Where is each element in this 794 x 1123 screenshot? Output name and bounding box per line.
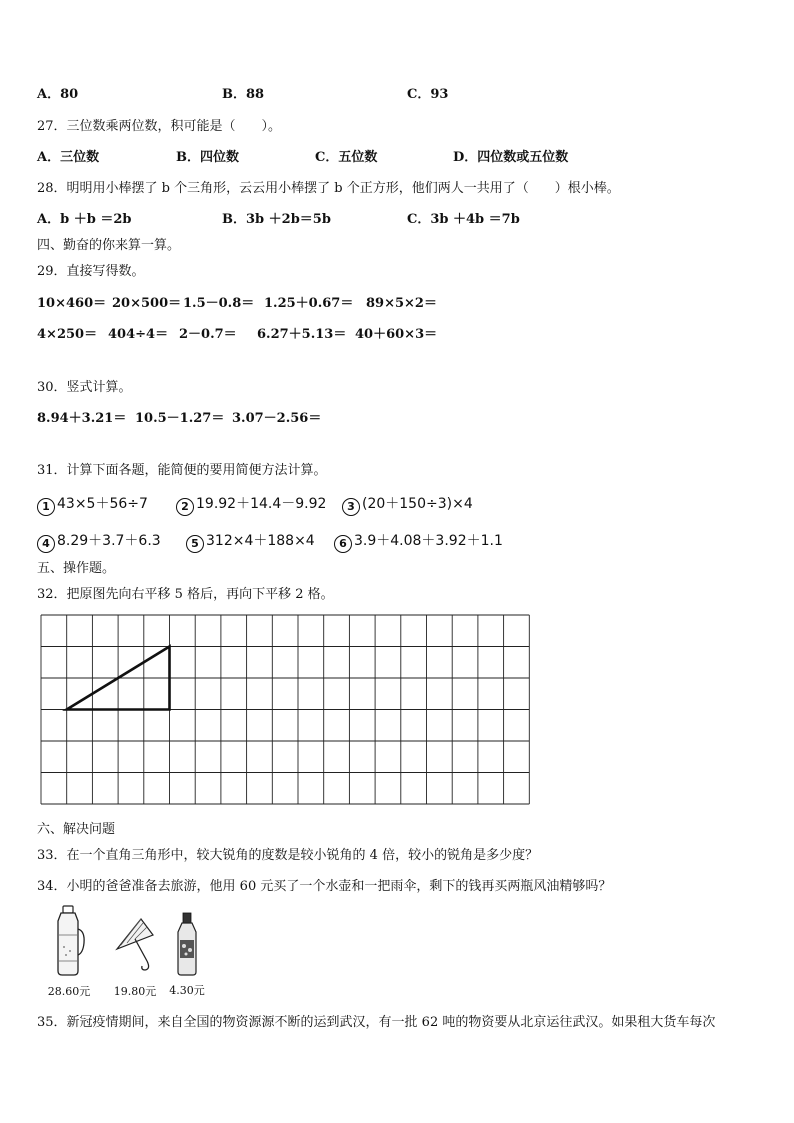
- q29-expr: 6.27＋5.13＝: [257, 327, 347, 342]
- q32-stem: 32．把原图先向右平移 5 格后，再向下平移 2 格。: [37, 587, 334, 602]
- q27-option-c: C．五位数: [315, 150, 378, 165]
- q31-item-expr: (20＋150÷3)×4: [362, 496, 473, 512]
- q30-stem: 30．竖式计算。: [37, 380, 132, 395]
- q31-item: [176, 493, 326, 516]
- q30-expr: 3.07－2.56＝: [232, 411, 322, 426]
- q31-item-expr: 8.29＋3.7＋6.3: [57, 533, 161, 549]
- q31-item-expr: 3.9＋4.08＋3.92＋1.1: [354, 533, 503, 549]
- q28-option-c: C．3b ＋4b ＝7b: [407, 212, 520, 227]
- q29-stem: 29．直接写得数。: [37, 264, 145, 279]
- section-4-heading: 四、勤奋的你来算一算。: [37, 238, 181, 253]
- kettle-figure: [44, 905, 94, 999]
- q31-item-expr: 312×4＋188×4: [206, 533, 315, 549]
- q27-stem: 27．三位数乘两位数，积可能是（ ）。: [37, 119, 282, 134]
- q28-option-b: B．3b ＋2b＝5b: [222, 212, 331, 227]
- q29-expr: 20×500＝: [112, 296, 182, 311]
- q33-stem: 33．在一个直角三角形中，较大锐角的度数是较小锐角的 4 倍，较小的锐角是多少度？: [37, 848, 539, 863]
- q31-stem: 31．计算下面各题，能简便的要用简便方法计算。: [37, 463, 327, 478]
- oil-bottle-icon: [174, 912, 200, 976]
- oil-bottle-price: 4.30元: [169, 984, 205, 997]
- kettle-price: 28.60元: [47, 985, 91, 998]
- umbrella-figure: [110, 915, 160, 999]
- q34-stem: 34．小明的爸爸准备去旅游，他用 60 元买了一个水壶和一把雨伞，剩下的钱再买两瓶风油精够吗？: [37, 879, 612, 894]
- q28-option-a: A．b ＋b ＝2b: [37, 212, 132, 227]
- q30-expr: 8.94＋3.21＝: [37, 411, 127, 426]
- q31-item-expr: 19.92＋14.4－9.92: [196, 496, 327, 512]
- q31-item: [342, 493, 473, 516]
- q26-option-a: A．80: [37, 87, 79, 102]
- q29-expr: 1.25＋0.67＝: [264, 296, 354, 311]
- section-6-heading: 六、解决问题: [37, 822, 116, 837]
- grid-canvas: [40, 614, 530, 806]
- q30-expr: 10.5－1.27＝: [135, 411, 225, 426]
- umbrella-price: 19.80元: [113, 985, 157, 998]
- q31-item: [186, 530, 315, 553]
- q31-item-expr: 43×5＋56÷7: [57, 496, 148, 512]
- q26-option-b: B．88: [222, 87, 265, 102]
- q31-item: [334, 530, 503, 553]
- q26-option-c: C．93: [407, 87, 449, 102]
- umbrella-icon: [113, 915, 157, 977]
- q27-option-d: D．四位数或五位数: [453, 150, 569, 165]
- q29-expr: 40＋60×3＝: [355, 327, 438, 342]
- q27-option-a: A．三位数: [37, 150, 100, 165]
- oil-bottle-figure: [166, 912, 208, 998]
- q31-item-number: 5: [186, 535, 204, 553]
- q29-expr: 1.5－0.8＝: [183, 296, 255, 311]
- q31-item-number: 1: [37, 498, 55, 516]
- q31-item: [37, 530, 161, 553]
- q31-item-number: 3: [342, 498, 360, 516]
- q35-stem: 35．新冠疫情期间，来自全国的物资源源不断的运到武汉，有一批 62 吨的物资要从北京运往武汉。如果租大货车每次: [37, 1015, 716, 1030]
- q28-stem: 28．明明用小棒摆了 b 个三角形，云云用小棒摆了 b 个正方形，他们两人一共用了（ ）根小棒。: [37, 181, 620, 196]
- q31-item-number: 6: [334, 535, 352, 553]
- q29-expr: 4×250＝: [37, 327, 98, 342]
- q31-item-number: 2: [176, 498, 194, 516]
- section-5-heading: 五、操作题。: [37, 561, 116, 576]
- q27-option-b: B．四位数: [176, 150, 239, 165]
- q29-expr: 404÷4＝: [108, 327, 169, 342]
- q29-expr: 10×460＝: [37, 296, 107, 311]
- q31-item: [37, 493, 148, 516]
- kettle-icon: [52, 905, 86, 977]
- q31-item-number: 4: [37, 535, 55, 553]
- q29-expr: 2－0.7＝: [179, 327, 237, 342]
- translation-grid: [40, 614, 530, 810]
- q29-expr: 89×5×2＝: [366, 296, 437, 311]
